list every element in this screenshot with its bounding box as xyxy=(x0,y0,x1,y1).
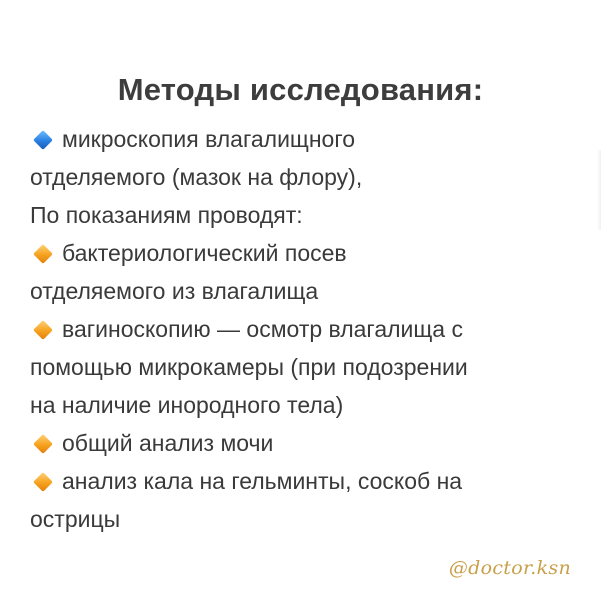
list-item-text: отделяемого из влагалища xyxy=(30,278,319,304)
list-item-continuation xyxy=(30,348,590,386)
list-item-continuation xyxy=(30,272,590,310)
list-item-text: микроскопия влагалищного xyxy=(62,126,356,152)
methods-list xyxy=(30,120,590,538)
list-subheading xyxy=(30,196,590,234)
list-item-text: отделяемого (мазок на флору), xyxy=(30,164,363,190)
list-item xyxy=(30,462,590,500)
list-item-text: помощью микрокамеры (при подозрении xyxy=(30,354,468,380)
list-item xyxy=(30,424,590,462)
list-item-text: По показаниям проводят: xyxy=(30,202,303,228)
list-item-continuation xyxy=(30,386,590,424)
list-item-continuation xyxy=(30,500,590,538)
list-item xyxy=(30,234,590,272)
page-title: Методы исследования: xyxy=(117,72,484,107)
author-signature: @doctor.ksn xyxy=(448,557,571,579)
list-item-text: бактериологический посев xyxy=(62,240,347,266)
list-item-text: общий анализ мочи xyxy=(62,430,274,456)
list-item-continuation xyxy=(30,158,590,196)
blue-diamond-icon xyxy=(33,130,53,150)
list-item xyxy=(30,120,590,158)
list-item-text: вагиноскопию — осмотр влагалища с xyxy=(62,316,463,342)
edge-shadow xyxy=(597,150,601,230)
list-item-text: анализ кала на гельминты, соскоб на xyxy=(62,468,463,494)
orange-diamond-icon xyxy=(33,320,53,340)
orange-diamond-icon xyxy=(33,244,53,264)
orange-diamond-icon xyxy=(33,434,53,454)
orange-diamond-icon xyxy=(33,472,53,492)
list-item-text: на наличие инородного тела) xyxy=(30,392,344,418)
list-item xyxy=(30,310,590,348)
list-item-text: острицы xyxy=(30,506,121,532)
